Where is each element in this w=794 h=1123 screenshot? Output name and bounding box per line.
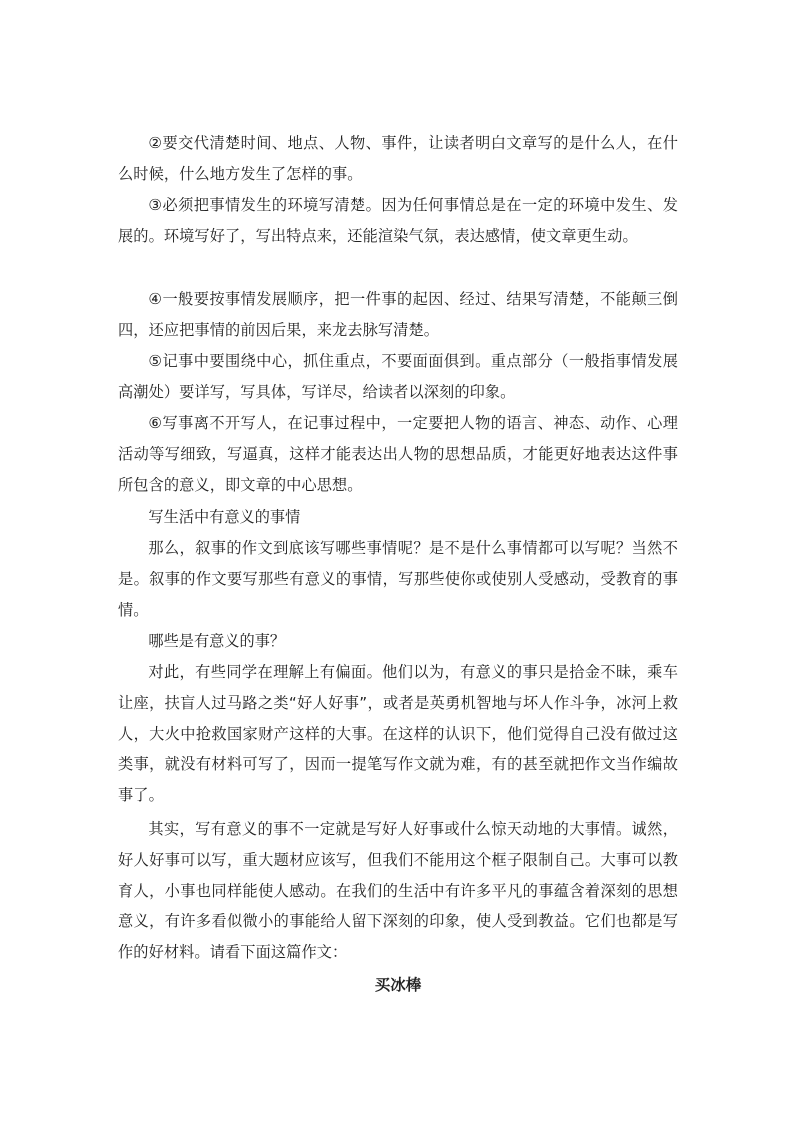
- essay-title: 买冰棒: [374, 976, 422, 994]
- section-heading-meaningful-things: 写生活中有意义的事情: [148, 508, 301, 526]
- paragraph-point-6: ⑥写事离不开写人，在记事过程中，一定要把人物的语言、神态、动作、心理活动等写细致，写逼真，这样才能表达出人物的思想品质，才能更好地表达这件事所包含的意义，即文章的中心思想。: [118, 414, 678, 494]
- paragraph-point-2: ②要交代清楚时间、地点、人物、事件，让读者明白文章写的是什么人，在什么时候，什么地方发生了怎样的事。: [118, 134, 678, 183]
- paragraph-point-3: ③必须把事情发生的环境写清楚。因为任何事情总是在一定的环境中发生、发展的。环境写好了，写出特点来，还能渲染气氛，表达感情，使文章更生动。: [118, 196, 678, 245]
- paragraph-misunderstanding: 对此，有些同学在理解上有偏面。他们以为，有意义的事只是拾金不昧，乘车让座，扶盲人过马路之类“好人好事”，或者是英勇机智地与坏人作斗争，冰河上救人，大火中抢救国家财产这样的大事。在这样的认识下，他们觉得自己没有做过这类事，就没有材料可写了，因而一提笔写作文就为难，有的甚至就把作文当作编故事了。: [118, 663, 678, 805]
- paragraph-point-4: ④一般要按事情发展顺序，把一件事的起因、经过、结果写清楚，不能颠三倒四，还应把事情的前因后果，来龙去脉写清楚。: [118, 290, 678, 339]
- paragraph-small-things: 其实，写有意义的事不一定就是写好人好事或什么惊天动地的大事情。诚然，好人好事可以写，重大题材应该写，但我们不能用这个框子限制自己。大事可以教育人，小事也同样能使人感动。在我们的生活中有许多平凡的事蕴含着深刻的思想意义，有许多看似微小的事能给人留下深刻的印象，使人受到教益。它们也都是写作的好材料。请看下面这篇作文：: [118, 820, 678, 962]
- paragraph-what-to-write: 那么，叙事的作文到底该写哪些事情呢？是不是什么事情都可以写呢？当然不是。叙事的作文要写那些有意义的事情，写那些使你或使别人受感动，受教育的事情。: [118, 539, 678, 619]
- paragraph-point-5: ⑤记事中要围绕中心，抓住重点，不要面面俱到。重点部分（一般指事情发展高潮处）要详写，写具体，写详尽，给读者以深刻的印象。: [118, 352, 678, 401]
- section-heading-what-is-meaningful: 哪些是有意义的事？: [148, 632, 286, 650]
